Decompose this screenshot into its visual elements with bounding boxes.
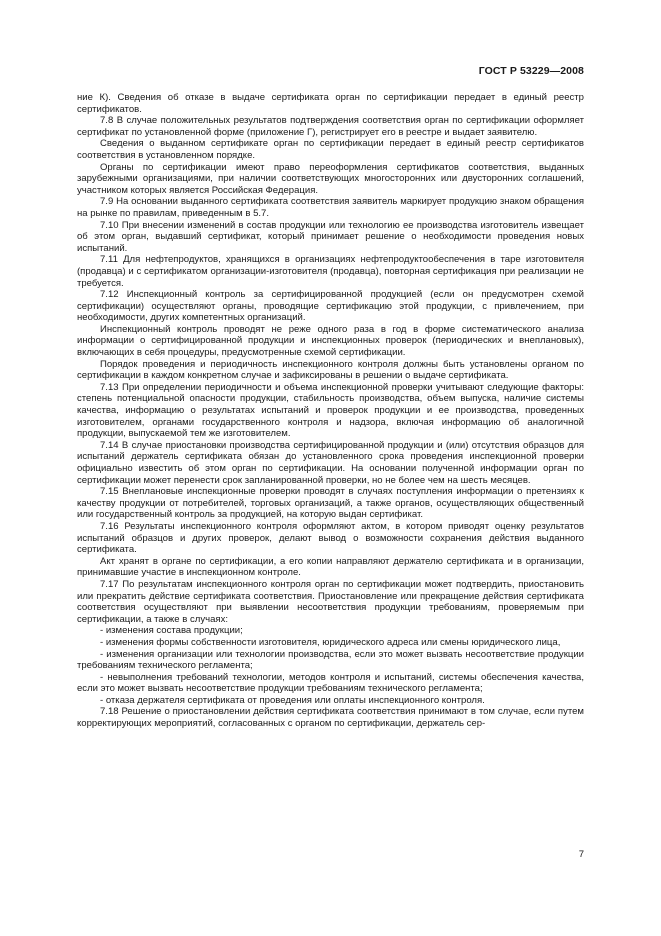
paragraph-7-17: 7.17 По результатам инспекционного контроля орган по сертификации может подтвердить, приостановить или прекратить действие сертификата соответствия. Приостановление или прекращение действия сертификата соответствия осуществляют при выявлении несоответствия продукции требованиям, проверяемым при сертификации, а также в случаях: — [77, 578, 584, 625]
paragraph: Инспекционный контроль проводят не реже одного раза в год в форме систематического анализа информации о сертифицированной продукции и инспекционных проверок (периодических и внеплановых), включающих в себя процедуры, предусмотренные схемой сертификации. — [77, 323, 584, 359]
paragraph-7-12: 7.12 Инспекционный контроль за сертифицированной продукцией (если он предусмотрен схемой сертификации) осуществляют органы, проводящие сертификацию этой продукции, с привлечением, при необходимости, других компетентных организаций. — [77, 289, 584, 324]
paragraph-7-8: 7.8 В случае положительных результатов подтверждения соответствия орган по сертификации оформляет сертификат по установленной форме (приложение Г), регистрирует его в реестре и выдает заявителю. — [77, 115, 584, 138]
paragraph-7-18: 7.18 Решение о приостановлении действия сертификата соответствия принимают в том случае, если путем корректирующих мероприятий, согласованных с органом по сертификации, держатель сер- — [77, 706, 584, 730]
paragraph: Акт хранят в органе по сертификации, а его копии направляют держателю сертификата и в организации, принимавшие участие в инспекционном контроле. — [77, 555, 584, 579]
paragraph: Порядок проведения и периодичность инспекционного контроля должны быть установлены органом по сертификации в каждом конкретном случае и зафиксированы в решении о выдаче сертификата. — [77, 358, 584, 382]
list-item: - отказа держателя сертификата от проведения или оплаты инспекционного контроля. — [100, 694, 485, 706]
paragraph-7-10: 7.10 При внесении изменений в состав продукции или технологию ее производства изготовитель извещает об этом орган, выдавший сертификат, который принимает решение о необходимости проведения новых испытаний. — [77, 219, 584, 254]
page-number: 7 — [578, 849, 584, 860]
paragraph-7-13: 7.13 При определении периодичности и объема инспекционной проверки учитывают следующие факторы: степень потенциальной опасности продукции, стабильность производства, объем выпуска, наличие системы качества, информацию о результатах испытаний и проверок продукции и ее производства, проведенных изготовителем, органами государственного контроля и надзора, включая информацию об аналогичной продукции, выпускаемой тем же изготовителем. — [77, 381, 584, 440]
document-body — [77, 92, 584, 730]
list-item: - изменения формы собственности изготовителя, юридического адреса или смены юридического лица, — [100, 636, 561, 648]
list-item: - невыполнения требований технологии, методов контроля и испытаний, системы обеспечения качества, если это может вызвать несоответствие продукции требованиям технического регламента; — [77, 671, 584, 695]
paragraph-7-11: 7.11 Для нефтепродуктов, хранящихся в организациях нефтепродуктообеспечения в таре изготовителя (продавца) и с сертификатом организации-изготовителя (продавца), повторная сертификация при реализации не требуется. — [77, 254, 584, 289]
paragraph-7-9: 7.9 На основании выданного сертификата соответствия заявитель маркирует продукцию знаком обращения на рынке по правилам, приведенным в 5.7. — [77, 196, 584, 219]
paragraph-7-15: 7.15 Внеплановые инспекционные проверки проводят в случаях поступления информации о претензиях к качеству продукции от потребителей, торговых организаций, а также органов, осуществляющих общественный или государственный контроль за продукцией, на которую выдан сертификат. — [77, 486, 584, 521]
paragraph: ние К). Сведения об отказе в выдаче сертификата орган по сертификации передает в единый реестр сертификатов. — [77, 92, 584, 115]
list-item: - изменения состава продукции; — [100, 625, 243, 637]
paragraph-7-16: 7.16 Результаты инспекционного контроля оформляют актом, в котором приводят оценку результатов испытаний образцов и других проверок, делают вывод о возможности сохранения действия выданного сертификата. — [77, 520, 584, 556]
paragraph-7-14: 7.14 В случае приостановки производства сертифицированной продукции и (или) отсутствия образцов для испытаний держатель сертификата обязан до установленного срока проведения инспекционной проверки официально известить об этом орган по сертификации. На основании полученной информации орган по сертификации может перенести срок запланированной проверки, но не более чем на шесть месяцев. — [77, 439, 584, 486]
document-id-header: ГОСТ Р 53229—2008 — [478, 65, 584, 77]
paragraph: Органы по сертификации имеют право переоформления сертификатов соответствия, выданных зарубежными организациями, при наличии соответствующих многосторонних или двусторонних соглашений, участником которых является Российская Федерация. — [77, 161, 584, 196]
list-item: - изменения организации или технологии производства, если это может вызвать несоответствие продукции требованиям технического регламента; — [77, 648, 584, 672]
paragraph: Сведения о выданном сертификате орган по сертификации передает в единый реестр сертификатов соответствия в установленном порядке. — [77, 138, 584, 161]
